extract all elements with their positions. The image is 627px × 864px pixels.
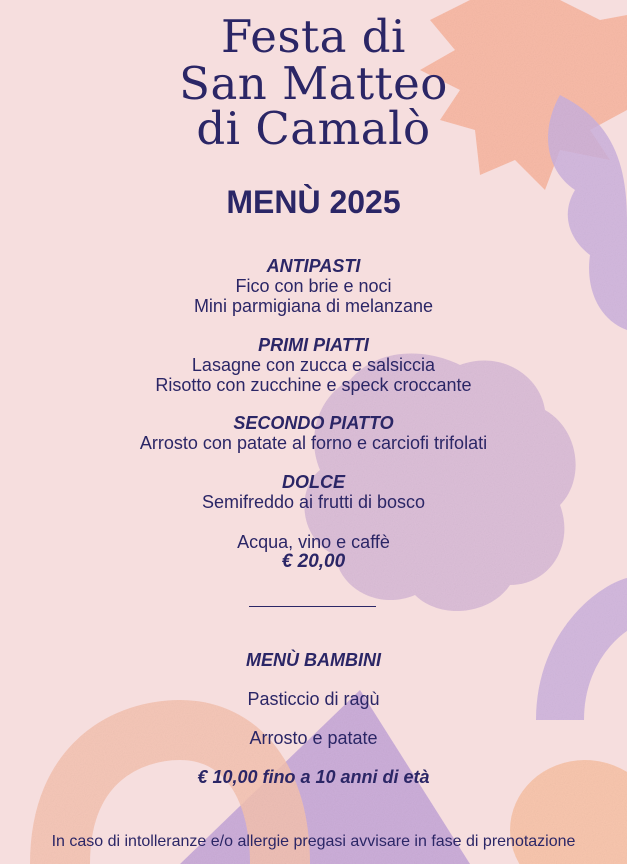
kids-menu-item-block xyxy=(0,689,627,709)
dish-item: Mini parmigiana di melanzane xyxy=(193,296,434,316)
section-category: PRIMI PIATTI xyxy=(258,335,369,355)
event-title-line: di Camalò xyxy=(196,102,431,155)
section-divider xyxy=(249,606,376,607)
dish-item: Arrosto con patate al forno e carciofi trifolati xyxy=(139,433,488,453)
menu-price: € 20,00 xyxy=(281,551,346,572)
allergy-note: In caso di intolleranze e/o allergie pregasi avvisare in fase di prenotazione xyxy=(51,833,576,850)
kids-menu-item-block xyxy=(0,728,627,748)
menu-section-dolce xyxy=(0,472,627,512)
kids-menu-heading-block xyxy=(0,650,627,670)
kids-menu-price-block xyxy=(0,767,627,787)
menu-heading: MENÙ 2025 xyxy=(226,184,401,220)
drinks-text: Acqua, vino e caffè xyxy=(237,532,390,552)
kids-menu-heading: MENÙ BAMBINI xyxy=(246,650,381,670)
dish-item: Semifreddo ai frutti di bosco xyxy=(201,492,426,512)
dish-item: Lasagne con zucca e salsiccia xyxy=(191,355,436,375)
dish-item: Fico con brie e noci xyxy=(235,276,392,296)
section-category: SECONDO PIATTO xyxy=(233,413,394,433)
section-category: DOLCE xyxy=(282,472,345,492)
menu-section-primi xyxy=(0,335,627,395)
dish-item: Risotto con zucchine e speck croccante xyxy=(155,375,472,395)
kids-dish-item: Pasticcio di ragù xyxy=(247,689,380,709)
section-category: ANTIPASTI xyxy=(266,256,361,276)
event-title-line: San Matteo xyxy=(179,57,448,110)
kids-dish-item: Arrosto e patate xyxy=(249,728,378,748)
event-title-line: Festa di xyxy=(221,10,406,63)
drinks-and-price xyxy=(0,532,627,572)
menu-section-antipasti xyxy=(0,256,627,316)
kids-menu-price: € 10,00 fino a 10 anni di età xyxy=(197,767,430,787)
menu-section-secondo xyxy=(0,413,627,453)
